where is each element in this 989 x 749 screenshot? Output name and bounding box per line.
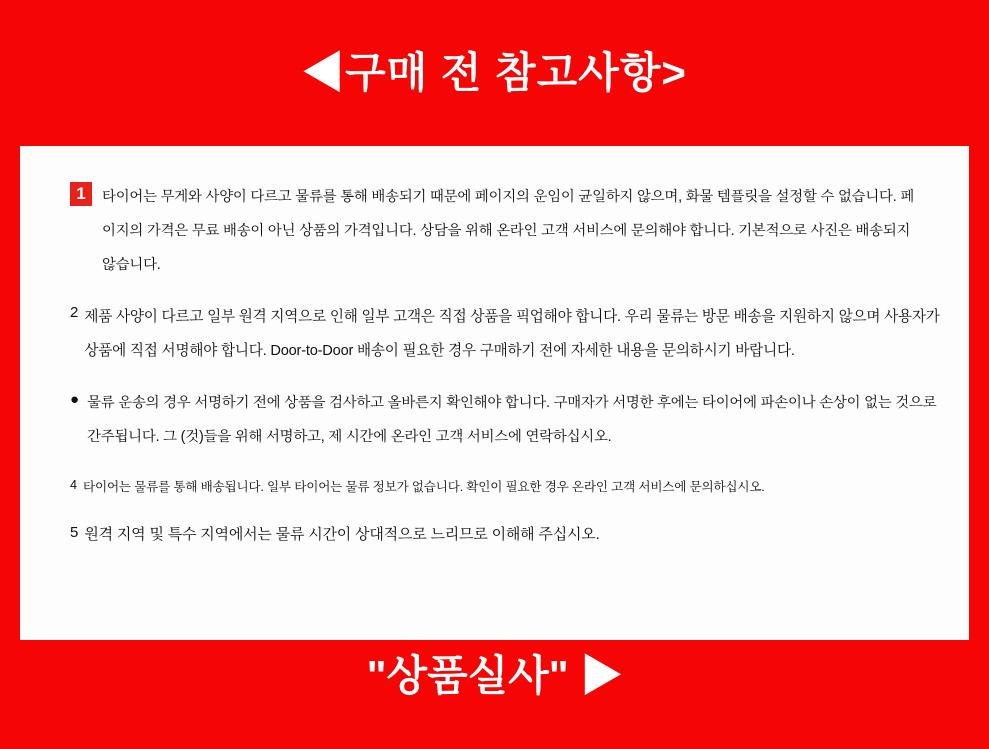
notice-item (70, 180, 941, 282)
notice-marker-3: ● (70, 391, 80, 408)
notice-text-4: 타이어는 물류를 통해 배송됩니다. 일부 타이어는 물류 정보가 없습니다. 확인이 필요한 경우 온라인 고객 서비스에 문의하십시오. (83, 480, 765, 494)
notice-item (70, 472, 941, 502)
notice-marker-4: 4 (70, 478, 78, 492)
notice-marker-5: 5 (70, 524, 79, 541)
notice-item (70, 386, 941, 454)
notice-marker-1: 1 (70, 180, 92, 204)
notice-item (70, 520, 941, 550)
notice-text-1: 타이어는 무게와 사양이 다르고 물류를 통해 배송되기 때문에 페이지의 운임이 균일하지 않으며, 화물 템플릿을 설정할 수 없습니다. 페이지의 가격은 무료 배송이 아닌 상품의 가격입니다. 상담을 위해 온라인 고객 서비스에 문의해야 합니다. 기본적으로 사진은 배송되지 않습니다. (102, 189, 915, 273)
notice-card (20, 146, 969, 640)
notice-text-3: 물류 운송의 경우 서명하기 전에 상품을 검사하고 올바른지 확인해야 합니다. 구매자가 서명한 후에는 타이어에 파손이나 손상이 없는 것으로 간주됩니다. 그 (것)들을 위해 서명하고, 제 시간에 온라인 고객 서비스에 연락하십시오. (87, 395, 937, 445)
notice-text-5: 원격 지역 및 특수 지역에서는 물류 시간이 상대적으로 느리므로 이해해 주십시오. (84, 526, 600, 543)
notice-text-2: 제품 사양이 다르고 일부 원격 지역으로 인해 일부 고객은 직접 상품을 픽업해야 합니다. 우리 물류는 방문 배송을 지원하지 않으며 사용자가 상품에 직접 서명해야 합니다. Door-to-Door 배송이 필요한 경우 구매하기 전에 자세한 내용을 문의하시기 바랍니다. (84, 309, 940, 359)
page-title: ◀구매 전 참고사항> (302, 49, 687, 96)
notice-item (70, 300, 941, 368)
footer-title: "상품실사" ▶ (366, 652, 623, 699)
notice-marker-2: 2 (70, 304, 79, 321)
